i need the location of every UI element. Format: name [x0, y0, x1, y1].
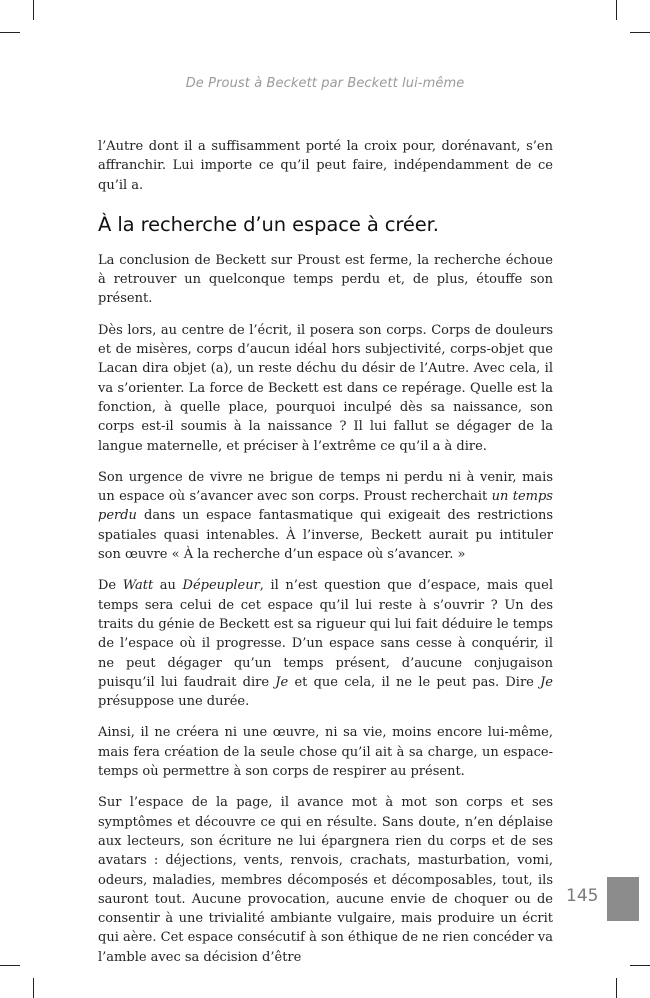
italic-text: Watt [122, 578, 154, 594]
text-run: au [153, 578, 183, 594]
paragraph: Dès lors, au centre de l’écrit, il posera son corps. Corps de douleurs et de misères, corps d’aucun idéal hors subjectivité, corps-objet que Lacan dira objet (a), un reste déchu du désir de l’Autre. Avec cela, il va s’orienter. La force de Beckett est dans ce repérage. Quelle est la fonction, à quelle place, pourquoi inculpé dès sa naissance, son corps est-il soumis à la naissance ? Il lui fallut se dégager de la langue maternelle, et préciser à l’extrême ce qu’il a à dire. [98, 322, 553, 454]
text-run: Son urgence de vivre ne brigue de temps ni perdu ni à venir, mais un espace où s’avancer avec son corps. Proust recherchait [98, 469, 553, 505]
thumb-tab [607, 877, 639, 921]
crop-mark [630, 965, 650, 966]
text-run: , il n’est question que d’espace, mais quel temps sera celui de cet espace qu’il lui reste à s’ouvrir ? Un des traits du génie de Beckett est sa rigueur qui lui fait déduire le temps de l’espace où il progresse. D’un espace sans cesse à conquérir, il ne peut dégager qu’un temps présent, d’aucune conjugaison puisqu’il lui faudrait dire [98, 578, 554, 690]
italic-text: Je [275, 674, 289, 690]
section-title: À la recherche d’un espace à créer. [98, 212, 439, 236]
crop-mark [0, 965, 20, 966]
page-number: 145 [566, 886, 599, 906]
paragraph [98, 576, 553, 711]
text-run: De [98, 578, 123, 594]
paragraph [98, 468, 553, 564]
crop-mark [0, 32, 20, 33]
italic-text: un temps perdu [98, 489, 553, 524]
italic-text: Dépeupleur [182, 578, 260, 594]
crop-mark [33, 978, 34, 998]
crop-mark [616, 0, 617, 20]
paragraph: Ainsi, il ne créera ni une œuvre, ni sa vie, moins encore lui-même, mais fera création de la seule chose qu’il ait à sa charge, un espace-temps où permettre à son corps de respirer au présent. [98, 725, 553, 780]
crop-mark [630, 32, 650, 33]
crop-mark [33, 0, 34, 20]
text-run: dans un espace fantasmatique qui exigeait des restrictions spatiales quasi intenables. À l’inverse, Beckett aurait pu intituler son œuvre « À la recherche d’un espace où s’avancer. » [98, 508, 553, 563]
paragraph: La conclusion de Beckett sur Proust est ferme, la recherche échoue à retrouver un quelconque temps perdu et, de plus, étouffe son présent. [98, 252, 553, 307]
page-body [98, 137, 553, 967]
running-header: De Proust à Beckett par Beckett lui-même [185, 76, 465, 91]
text-run: présuppose une durée. [98, 694, 250, 710]
intro-paragraph: l’Autre dont il a suffisamment porté la croix pour, dorénavant, s’en affranchir. Lui importe ce qu’il peut faire, indépendamment de ce qu’il a. [98, 139, 553, 193]
italic-text: Je [540, 674, 553, 690]
paragraph: Sur l’espace de la page, il avance mot à mot son corps et ses symptômes et découvre ce qui en résulte. Sans doute, n’en déplaise aux lecteurs, son écriture ne lui épargnera rien du corps et de ses avatars : déjections, vents, renvois, crachats, masturbation, vomi, odeurs, maladies, membres décomposés et décomposables, tout, ils sauront tout. Aucune provocation, aucune envie de choquer ou de consentir à une trivialité ambiante vulgaire, mais produire un écrit qui aère. Cet espace consécutif à son éthique de ne rien concéder va l’amble avec sa décision d’être [98, 795, 553, 965]
text-run: et que cela, il ne le peut pas. Dire [288, 674, 541, 690]
crop-mark [616, 978, 617, 998]
